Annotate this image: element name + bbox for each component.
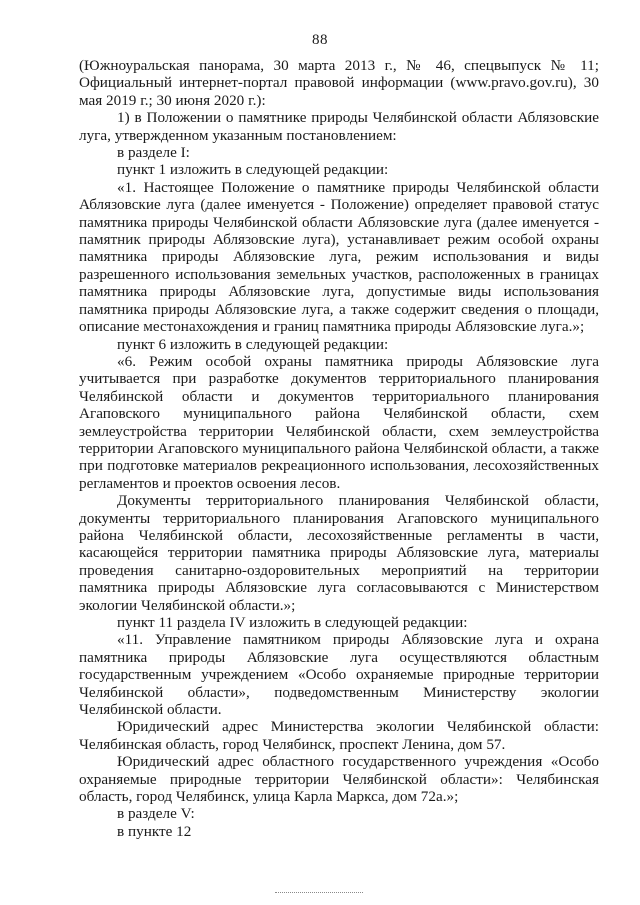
paragraph-source-references: (Южноуральская панорама, 30 марта 2013 г., № 46, спецвыпуск № 11; Официальный интернет-портал правовой информации (www.pravo.gov.ru), 30 мая 2019 г.; 30 июня 2020 г.): — [79, 57, 599, 109]
document-body — [79, 57, 599, 840]
paragraph-item-6-text: «6. Режим особой охраны памятника природы Аблязовские луга учитывается при разработке документов территориального планирования Челябинской области и документов территориального планирования Агаповского муниципального района Челябинской области, схем землеустройства территории Челябинской области, схем землеустройства территории Агаповского муниципального района Челябинской области, а также при подготовке материалов рекреационного использования, лесохозяйственных регламентов и проектов освоения лесов. — [79, 352, 599, 492]
paragraph-item-6-heading: пункт 6 изложить в следующей редакции: — [117, 335, 389, 353]
paragraph-item-12: в пункте 12 — [117, 822, 192, 840]
paragraph-item-1-heading: пункт 1 изложить в следующей редакции: — [117, 161, 389, 179]
page-number: 88 — [312, 32, 328, 48]
page-bottom-divider — [275, 892, 363, 893]
paragraph-item-1-text: «1. Настоящее Положение о памятнике природы Челябинской области Аблязовские луга (далее именуется - Положение) определяет правовой статус памятника природы Челябинской области Аблязовские луга (далее именуется - памятник природы Аблязовские луга), устанавливает режим особой охраны памятника природы Аблязовские луга, режим использования и виды разрешенного использования земельных участков, расположенных в границах памятника природы Аблязовские луга, допустимые виды использования памятника природы Аблязовские луга, а также содержит сведения о площади, описание местонахождения и границ памятника природы Аблязовские луга.»; — [79, 178, 599, 336]
paragraph-ministry-address: Юридический адрес Министерства экологии Челябинской области: Челябинская область, город Челябинск, проспект Ленина, дом 57. — [79, 718, 599, 753]
paragraph-item-11-text: «11. Управление памятником природы Аблязовские луга и охрана памятника природы Аблязовские луга осуществляются областным государственным учреждением «Особо охраняемые природные территории Челябинской области», подведомственным Министерству экологии Челябинской области. — [79, 631, 599, 719]
paragraph-item-6-continuation: Документы территориального планирования Челябинской области, документы территориального планирования Агаповского муниципального района Челябинской области, лесохозяйственные регламенты в части, касающейся территории памятника природы Аблязовские луга, материалы проведения санитарно-оздоровительных мероприятий на территории памятника природы Аблязовские луга согласовываются с Министерством экологии Челябинской области.»; — [79, 492, 599, 614]
paragraph-section-v: в разделе V: — [117, 805, 195, 823]
paragraph-item-11-heading: пункт 11 раздела IV изложить в следующей редакции: — [117, 614, 468, 631]
paragraph-section-i: в разделе I: — [117, 144, 190, 162]
paragraph-institution-address: Юридический адрес областного государственного учреждения «Особо охраняемые природные территории Челябинской области»: Челябинская область, город Челябинск, улица Карла Маркса, дом 72а.»; — [79, 753, 599, 806]
paragraph-amendment-intro: 1) в Положении о памятнике природы Челябинской области Аблязовские луга, утвержденном указанным постановлением: — [79, 109, 599, 144]
